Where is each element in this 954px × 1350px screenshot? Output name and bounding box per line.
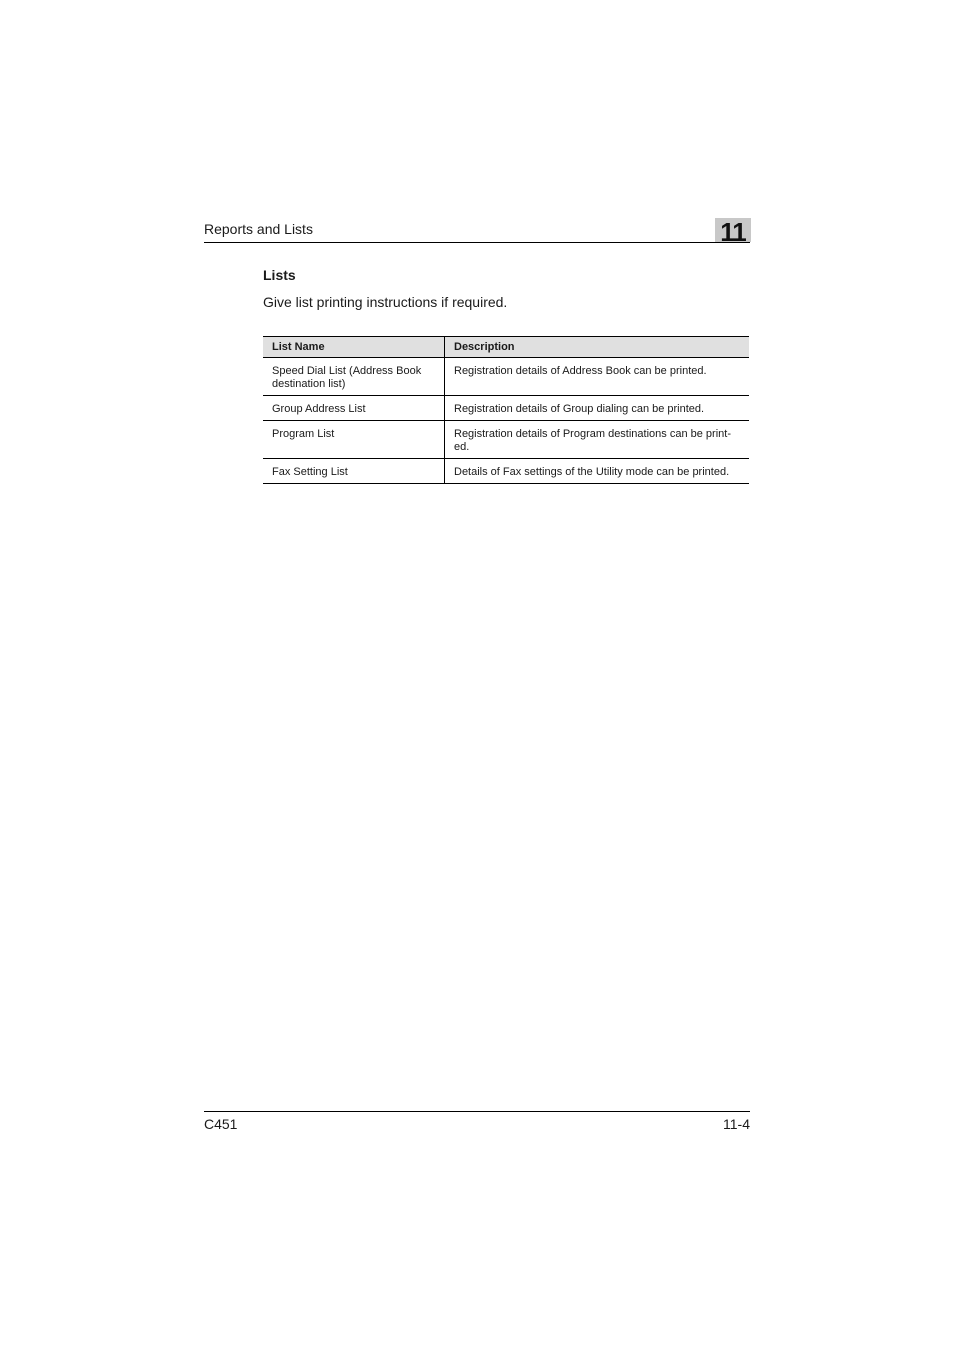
lists-table — [263, 336, 749, 484]
column-header-description: Description — [445, 337, 750, 358]
description-cell: Registration details of Group dialing can be printed. — [445, 396, 750, 421]
footer-page-number: 11-4 — [723, 1116, 750, 1132]
page-footer — [204, 1111, 750, 1134]
column-header-list-name: List Name — [263, 337, 445, 358]
table-row — [263, 396, 749, 421]
table-row — [263, 358, 749, 396]
page-header — [204, 216, 750, 247]
list-name-cell: Fax Setting List — [263, 459, 445, 484]
list-name-cell: Speed Dial List (Address Book destination list) — [263, 358, 445, 396]
table-header-row — [263, 337, 749, 358]
section-title: Lists — [263, 267, 296, 283]
footer-model: C451 — [204, 1116, 238, 1132]
description-cell: Registration details of Address Book can be printed. — [445, 358, 750, 396]
list-name-cell: Group Address List — [263, 396, 445, 421]
list-name-cell: Program List — [263, 421, 445, 459]
chapter-number-badge: 11 — [715, 218, 751, 242]
header-title: Reports and Lists — [204, 221, 313, 237]
table-row — [263, 459, 749, 484]
section-intro: Give list printing instructions if required. — [263, 294, 508, 310]
description-cell: Registration details of Program destinations can be print-ed. — [445, 421, 750, 459]
description-cell: Details of Fax settings of the Utility mode can be printed. — [445, 459, 750, 484]
table-row — [263, 421, 749, 459]
